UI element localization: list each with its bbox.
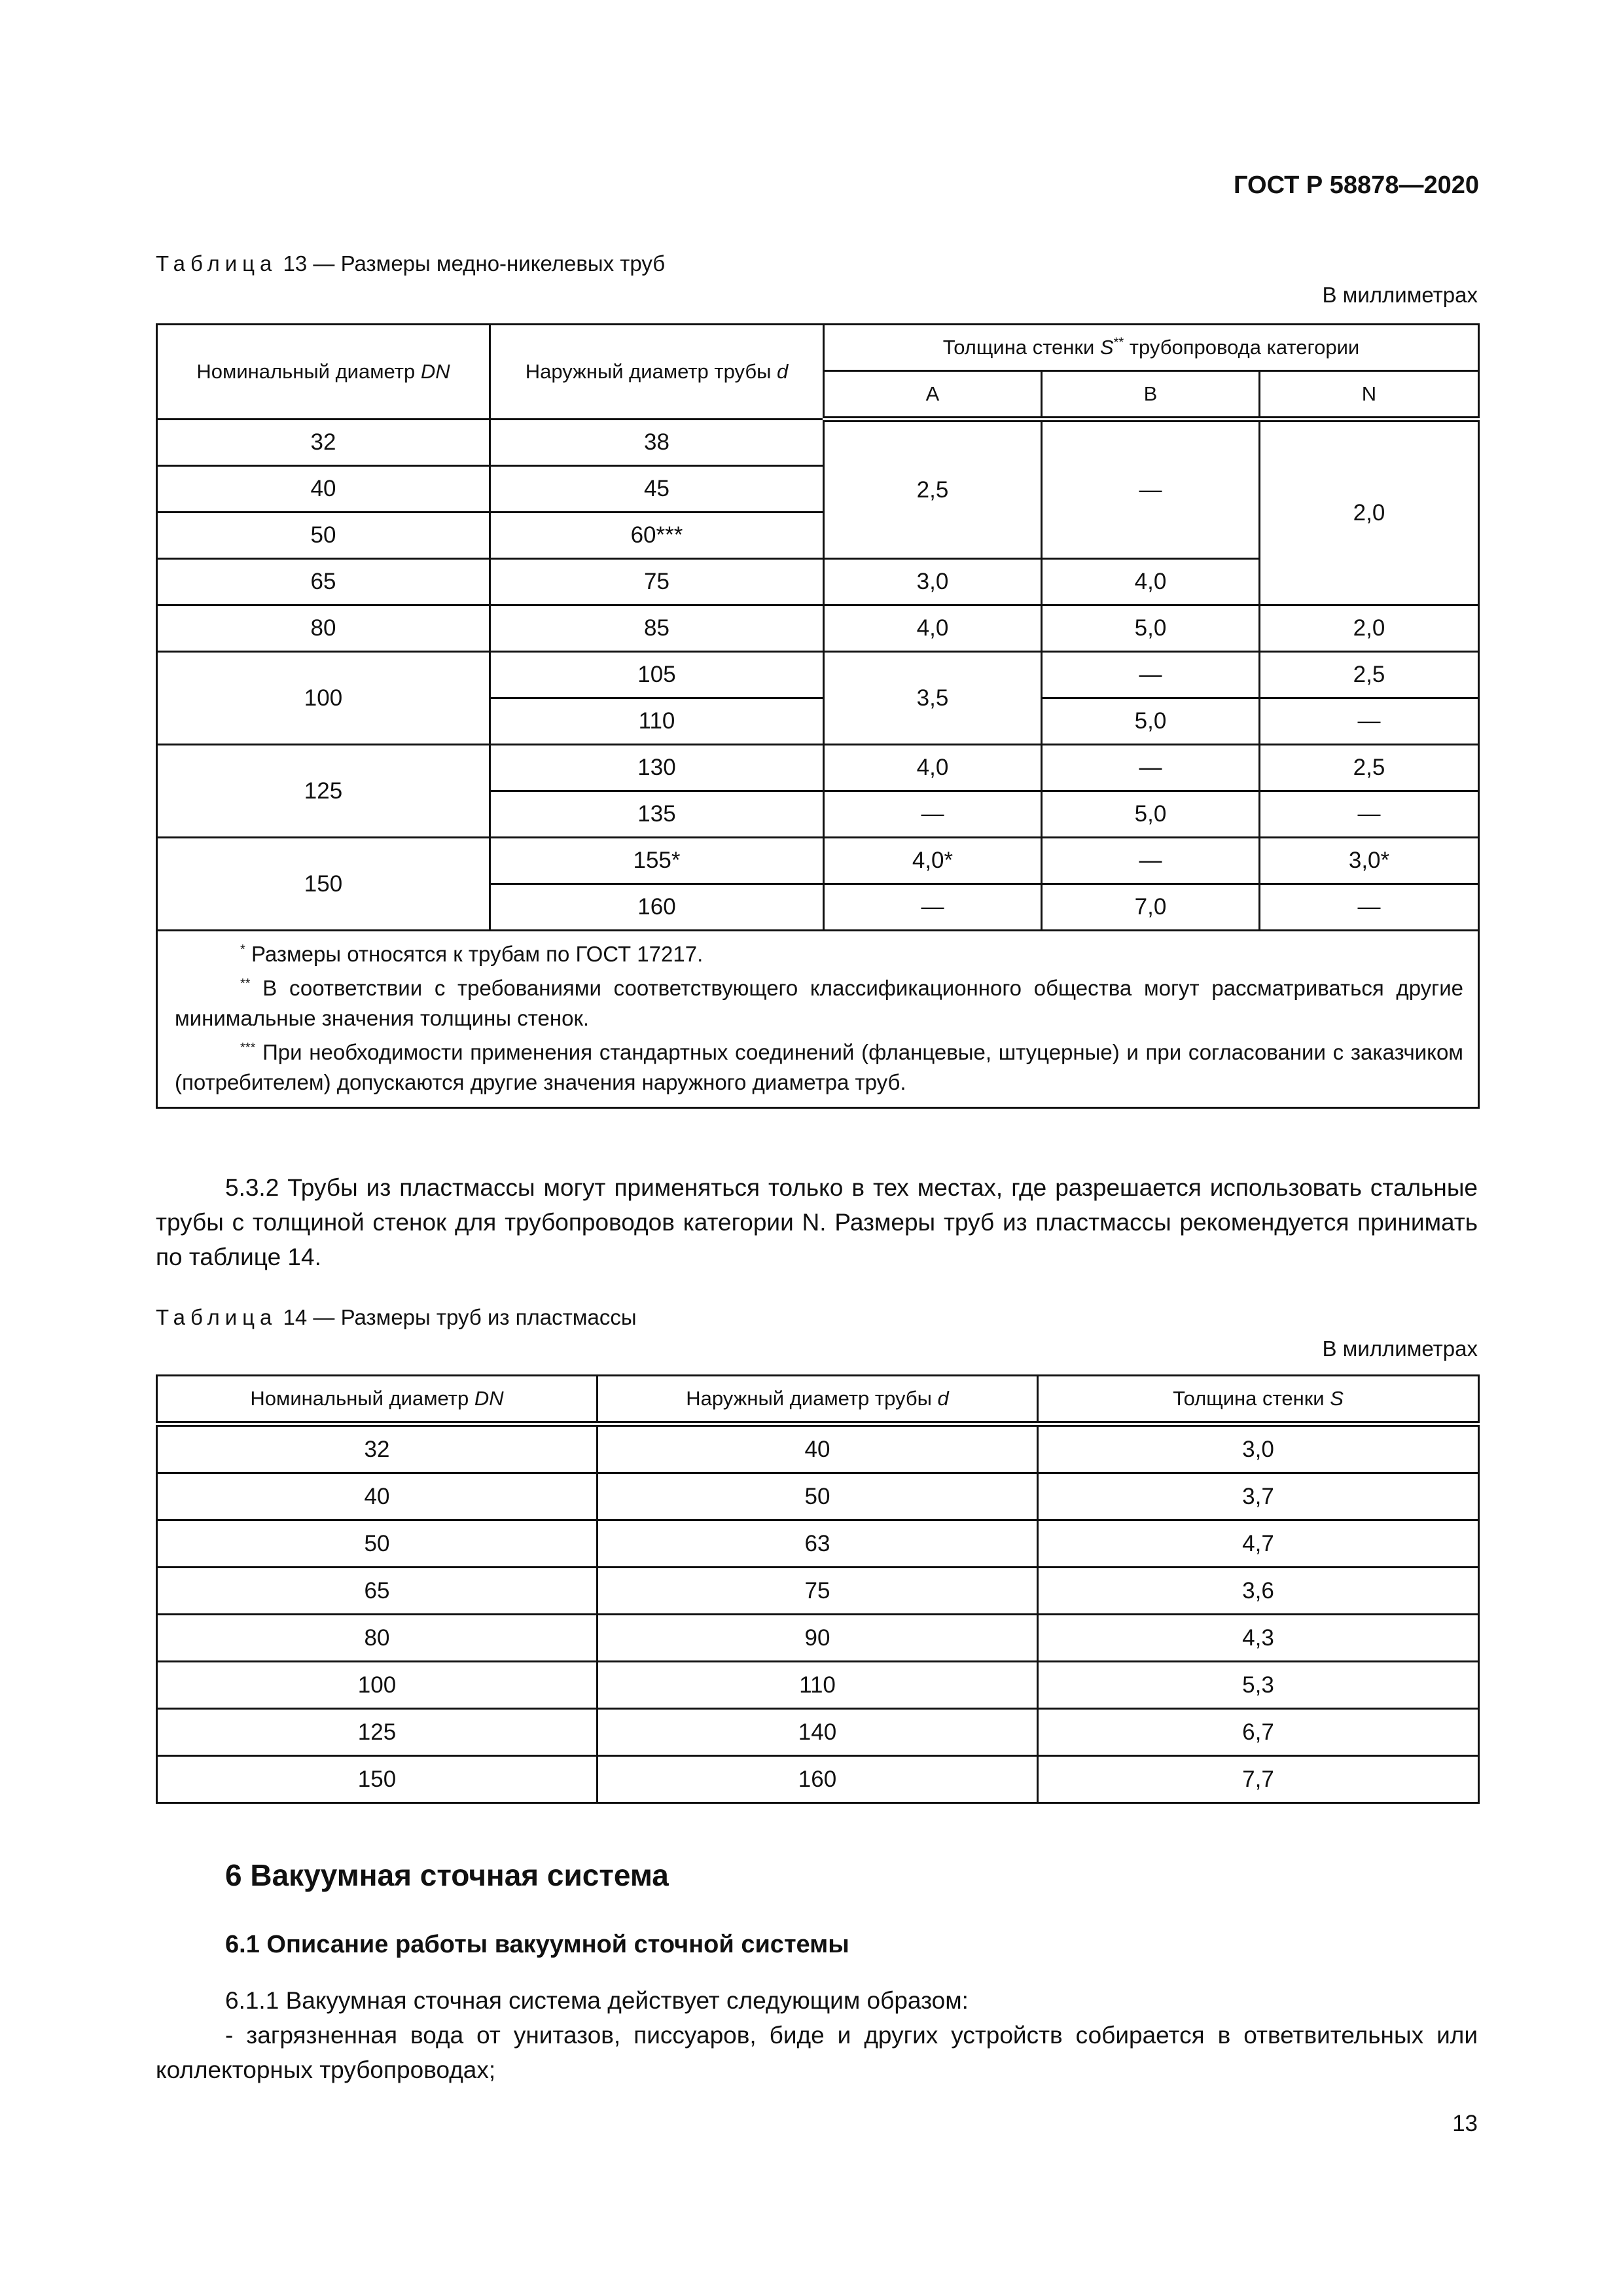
table-cell: 50 bbox=[597, 1473, 1038, 1520]
table-row bbox=[157, 1568, 1479, 1615]
header-category-a: A bbox=[824, 371, 1042, 420]
table-row bbox=[157, 1662, 1479, 1709]
table-cell: 2,5 bbox=[1260, 652, 1479, 698]
table-cell: 140 bbox=[597, 1709, 1038, 1756]
table-cell: 40 bbox=[157, 1473, 597, 1520]
bullet-item: - загрязненная вода от унитазов, писсуаров, биде и других устройств собирается в ответвительных или коллекторных трубопроводах; bbox=[156, 2022, 1478, 2083]
table-row bbox=[157, 605, 1479, 652]
table-cell: 5,3 bbox=[1038, 1662, 1479, 1709]
table-cell: 63 bbox=[597, 1520, 1038, 1568]
table-row bbox=[157, 1756, 1479, 1803]
table-cell: 65 bbox=[157, 559, 490, 605]
table-cell: 160 bbox=[490, 884, 824, 931]
table-row bbox=[157, 1615, 1479, 1662]
table-cell: — bbox=[1042, 420, 1260, 559]
table-cell: — bbox=[824, 791, 1042, 838]
table-cell: 5,0 bbox=[1042, 605, 1260, 652]
table-cell: 160 bbox=[597, 1756, 1038, 1803]
footnote-3: *** При необходимости применения стандартных соединений (фланцевые, штуцерные) и при согласовании с заказчиком (потребителем) допускаются другие значения наружного диаметра труб. bbox=[175, 1040, 1463, 1094]
table-cell: 3,0* bbox=[1260, 838, 1479, 884]
table-cell: 130 bbox=[490, 745, 824, 791]
table-cell: 3,5 bbox=[824, 652, 1042, 745]
table-cell: 6,7 bbox=[1038, 1709, 1479, 1756]
table-row bbox=[157, 1424, 1479, 1473]
table-cell: 3,7 bbox=[1038, 1473, 1479, 1520]
table-14-caption bbox=[156, 1305, 637, 1330]
table-cell: 90 bbox=[597, 1615, 1038, 1662]
caption-prefix: Таблица bbox=[156, 251, 277, 276]
table-cell: 40 bbox=[597, 1424, 1038, 1473]
table-row bbox=[157, 420, 1479, 466]
table-cell: 150 bbox=[157, 838, 490, 931]
table-cell: 38 bbox=[490, 420, 824, 466]
table-row bbox=[157, 652, 1479, 698]
table-cell: 2,0 bbox=[1260, 605, 1479, 652]
table-13 bbox=[156, 323, 1480, 1109]
table-cell: 4,0* bbox=[824, 838, 1042, 884]
table-cell: 65 bbox=[157, 1568, 597, 1615]
table-cell: 3,0 bbox=[824, 559, 1042, 605]
table-cell: 45 bbox=[490, 466, 824, 512]
table-cell: 4,7 bbox=[1038, 1520, 1479, 1568]
table-cell: 75 bbox=[490, 559, 824, 605]
table-cell: 155* bbox=[490, 838, 824, 884]
table-14 bbox=[156, 1374, 1480, 1804]
header-outer-diameter: Наружный диаметр трубы d bbox=[490, 325, 824, 420]
table-cell: 60*** bbox=[490, 512, 824, 559]
table-cell: 85 bbox=[490, 605, 824, 652]
table-cell: — bbox=[824, 884, 1042, 931]
table-13-caption bbox=[156, 251, 665, 276]
header-category-b: B bbox=[1042, 371, 1260, 420]
table-cell: 4,0 bbox=[1042, 559, 1260, 605]
table-cell: 32 bbox=[157, 420, 490, 466]
table-cell: 100 bbox=[157, 1662, 597, 1709]
table-row bbox=[157, 838, 1479, 884]
table-cell: 50 bbox=[157, 1520, 597, 1568]
document-code: ГОСТ Р 58878—2020 bbox=[1234, 171, 1479, 199]
table-cell: 4,0 bbox=[824, 745, 1042, 791]
header-nominal-diameter: Номинальный диаметр DN bbox=[157, 325, 490, 420]
table-cell: — bbox=[1260, 698, 1479, 745]
table-13-units: В миллиметрах bbox=[1322, 283, 1478, 307]
table-14-units: В миллиметрах bbox=[1322, 1336, 1478, 1361]
table-cell: 5,0 bbox=[1042, 791, 1260, 838]
table-row bbox=[157, 1709, 1479, 1756]
table-cell: 105 bbox=[490, 652, 824, 698]
caption-text: 14 — Размеры труб из пластмассы bbox=[277, 1305, 637, 1329]
header-outer-diameter: Наружный диаметр трубы d bbox=[597, 1376, 1038, 1424]
table-cell: — bbox=[1260, 791, 1479, 838]
caption-text: 13 — Размеры медно-никелевых труб bbox=[277, 251, 666, 276]
table-row bbox=[157, 745, 1479, 791]
caption-prefix: Таблица bbox=[156, 1305, 277, 1329]
table-cell: — bbox=[1042, 745, 1260, 791]
table-cell: 135 bbox=[490, 791, 824, 838]
paragraph-5-3-2: 5.3.2 Трубы из пластмассы могут применяться только в тех местах, где разрешается использовать стальные трубы с толщиной стенок для трубопроводов категории N. Размеры труб из пластмассы рекомендуется принимать по таблице 14. bbox=[156, 1174, 1478, 1270]
table-cell: 2,5 bbox=[824, 420, 1042, 559]
section-6-heading: 6 Вакуумная сточная система bbox=[225, 1858, 669, 1892]
table-row bbox=[157, 1520, 1479, 1568]
header-nominal-diameter: Номинальный диаметр DN bbox=[157, 1376, 597, 1424]
table-cell: 3,0 bbox=[1038, 1424, 1479, 1473]
table-cell: 125 bbox=[157, 745, 490, 838]
table-cell: 3,6 bbox=[1038, 1568, 1479, 1615]
table-cell: 100 bbox=[157, 652, 490, 745]
table-cell: 2,0 bbox=[1260, 420, 1479, 605]
table-cell: 80 bbox=[157, 605, 490, 652]
header-wall-thickness: Толщина стенки S bbox=[1038, 1376, 1479, 1424]
table-cell: 110 bbox=[597, 1662, 1038, 1709]
table-cell: 110 bbox=[490, 698, 824, 745]
table-row bbox=[157, 1473, 1479, 1520]
table-cell: 125 bbox=[157, 1709, 597, 1756]
table-cell: 80 bbox=[157, 1615, 597, 1662]
paragraph-6-1-1: 6.1.1 Вакуумная сточная система действует следующим образом: bbox=[225, 1987, 969, 2014]
table-cell: 150 bbox=[157, 1756, 597, 1803]
page-number: 13 bbox=[1452, 2111, 1478, 2136]
footnote-2: ** В соответствии с требованиями соответствующего классификационного общества могут рассматриваться другие минимальные значения толщины стенок. bbox=[175, 976, 1463, 1030]
table-cell: 2,5 bbox=[1260, 745, 1479, 791]
footnote-1: * Размеры относятся к трубам по ГОСТ 17217. bbox=[240, 942, 704, 966]
table-cell: 7,7 bbox=[1038, 1756, 1479, 1803]
table-cell: 4,0 bbox=[824, 605, 1042, 652]
footnotes-cell bbox=[157, 931, 1479, 1108]
section-6-body bbox=[156, 1983, 1478, 2087]
table-cell: 40 bbox=[157, 466, 490, 512]
table-cell: 5,0 bbox=[1042, 698, 1260, 745]
table-cell: — bbox=[1260, 884, 1479, 931]
table-footnotes bbox=[157, 931, 1479, 1108]
table-cell: 50 bbox=[157, 512, 490, 559]
table-cell: 7,0 bbox=[1042, 884, 1260, 931]
table-cell: 75 bbox=[597, 1568, 1038, 1615]
table-cell: — bbox=[1042, 838, 1260, 884]
header-category-n: N bbox=[1260, 371, 1479, 420]
header-wall-thickness: Толщина стенки S** трубопровода категории bbox=[824, 325, 1479, 371]
table-cell: — bbox=[1042, 652, 1260, 698]
table-cell: 4,3 bbox=[1038, 1615, 1479, 1662]
section-6-1-heading: 6.1 Описание работы вакуумной сточной системы bbox=[225, 1931, 849, 1958]
table-cell: 32 bbox=[157, 1424, 597, 1473]
